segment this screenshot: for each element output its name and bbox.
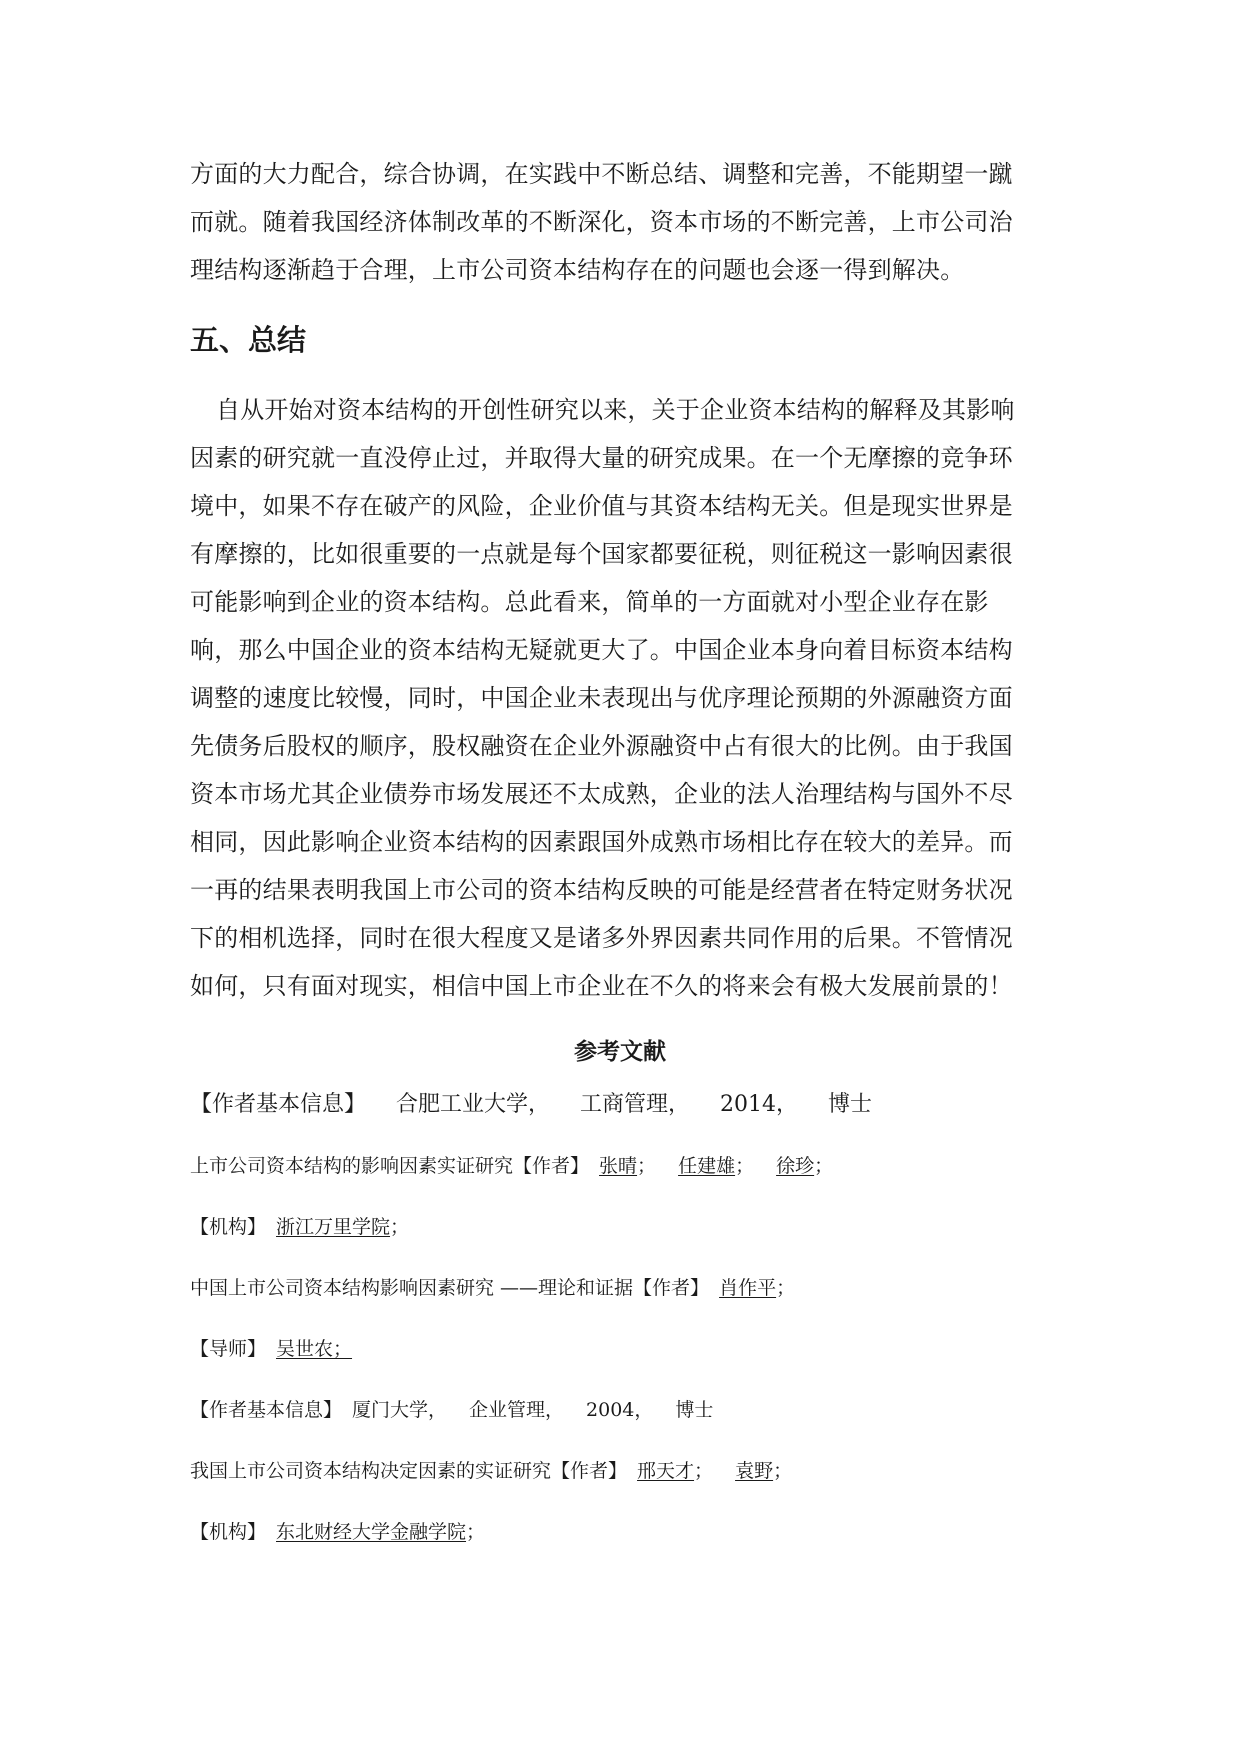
ref-title: 我国上市公司资本结构决定因素的实证研究 xyxy=(190,1460,552,1482)
mentor-link[interactable]: 吴世农； xyxy=(276,1338,353,1360)
author-link[interactable]: 邢天才 xyxy=(637,1460,695,1482)
author-link[interactable]: 肖作平 xyxy=(719,1277,777,1299)
paragraph-line: 理结构逐渐趋于合理，上市公司资本结构存在的问题也会逐一得到解决。 xyxy=(190,256,965,284)
ref-degree: 博士 xyxy=(675,1399,714,1421)
references-title: 参考文献 xyxy=(574,1039,666,1065)
reference-entry xyxy=(190,1395,1050,1425)
paragraph-line: 相同，因此影响企业资本结构的因素跟国外成熟市场相比存在较大的差异。而 xyxy=(190,828,1013,856)
ref-year: 2004， xyxy=(586,1399,654,1421)
paragraph-line: 方面的大力配合，综合协调，在实践中不断总结、调整和完善，不能期望一蹴 xyxy=(190,160,1013,188)
ref-author-label: 【作者】 xyxy=(513,1155,590,1177)
reference-entry xyxy=(190,1151,1050,1181)
paragraph-line: 一再的结果表明我国上市公司的资本结构反映的可能是经营者在特定财务状况 xyxy=(190,876,1013,904)
ref-major: 企业管理， xyxy=(469,1399,565,1421)
separator: ； xyxy=(694,1460,714,1482)
separator: ； xyxy=(735,1155,755,1177)
ref-degree: 博士 xyxy=(828,1092,873,1117)
ref-major: 工商管理， xyxy=(580,1092,691,1117)
author-link[interactable]: 任建雄 xyxy=(678,1155,736,1177)
paragraph-line: 下的相机选择，同时在很大程度又是诸多外界因素共同作用的后果。不管情况 xyxy=(190,924,1013,952)
section-heading: 五、总结 xyxy=(190,323,307,357)
page-content xyxy=(190,150,1050,1578)
references-list xyxy=(190,1090,1050,1547)
paragraph-line: 境中，如果不存在破产的风险，企业价值与其资本结构无关。但是现实世界是 xyxy=(190,492,1013,520)
separator: ； xyxy=(466,1521,486,1543)
ref-label: 【作者基本信息】 xyxy=(190,1092,367,1117)
ref-label: 【导师】 xyxy=(190,1338,267,1360)
separator: ； xyxy=(773,1460,793,1482)
reference-entry xyxy=(190,1212,1050,1242)
reference-entry xyxy=(190,1273,1050,1303)
paragraph-line: 自从开始对资本结构的开创性研究以来，关于企业资本结构的解释及其影响 xyxy=(216,396,1015,424)
ref-title: 上市公司资本结构的影响因素实证研究 xyxy=(190,1155,514,1177)
separator: ； xyxy=(390,1216,410,1238)
reference-entry xyxy=(190,1334,1050,1364)
separator: ； xyxy=(814,1155,834,1177)
institution-link[interactable]: 浙江万里学院 xyxy=(276,1216,391,1238)
paragraph-line: 而就。随着我国经济体制改革的不断深化，资本市场的不断完善，上市公司治 xyxy=(190,208,1013,236)
paragraph-line: 有摩擦的，比如很重要的一点就是每个国家都要征税，则征税这一影响因素很 xyxy=(190,540,1013,568)
paragraph-line: 如何，只有面对现实，相信中国上市企业在不久的将来会有极大发展前景的！ xyxy=(190,972,1013,1000)
paragraph-line: 响，那么中国企业的资本结构无疑就更大了。中国企业本身向着目标资本结构 xyxy=(190,636,1013,664)
ref-label: 【作者基本信息】 xyxy=(190,1399,343,1421)
paragraph-line: 资本市场尤其企业债券市场发展还不太成熟，企业的法人治理结构与国外不尽 xyxy=(190,780,1013,808)
author-link[interactable]: 袁野 xyxy=(735,1460,774,1482)
ref-school: 合肥工业大学， xyxy=(396,1092,551,1117)
ref-title: 中国上市公司资本结构影响因素研究 ——理论和证据 xyxy=(190,1277,634,1299)
ref-label: 【机构】 xyxy=(190,1521,267,1543)
paragraph-line: 可能影响到企业的资本结构。总此看来，简单的一方面就对小型企业存在影 xyxy=(190,588,989,616)
paragraph-line: 调整的速度比较慢，同时，中国企业未表现出与优序理论预期的外源融资方面 xyxy=(190,684,1013,712)
summary-paragraph xyxy=(190,386,1050,1010)
separator: ； xyxy=(776,1277,796,1299)
reference-entry xyxy=(190,1456,1050,1486)
separator: ； xyxy=(637,1155,657,1177)
author-link[interactable]: 张晴 xyxy=(599,1155,638,1177)
reference-entry xyxy=(190,1090,1050,1120)
author-link[interactable]: 徐珍 xyxy=(776,1155,815,1177)
ref-author-label: 【作者】 xyxy=(633,1277,710,1299)
paragraph-line: 先债务后股权的顺序，股权融资在企业外源融资中占有很大的比例。由于我国 xyxy=(190,732,1013,760)
ref-year: 2014， xyxy=(720,1092,799,1117)
paragraph-line: 因素的研究就一直没停止过，并取得大量的研究成果。在一个无摩擦的竞争环 xyxy=(190,444,1013,472)
ref-school: 厦门大学， xyxy=(352,1399,448,1421)
intro-paragraph xyxy=(190,150,1050,294)
ref-label: 【机构】 xyxy=(190,1216,267,1238)
ref-author-label: 【作者】 xyxy=(551,1460,628,1482)
institution-link[interactable]: 东北财经大学金融学院 xyxy=(276,1521,467,1543)
reference-entry xyxy=(190,1517,1050,1547)
